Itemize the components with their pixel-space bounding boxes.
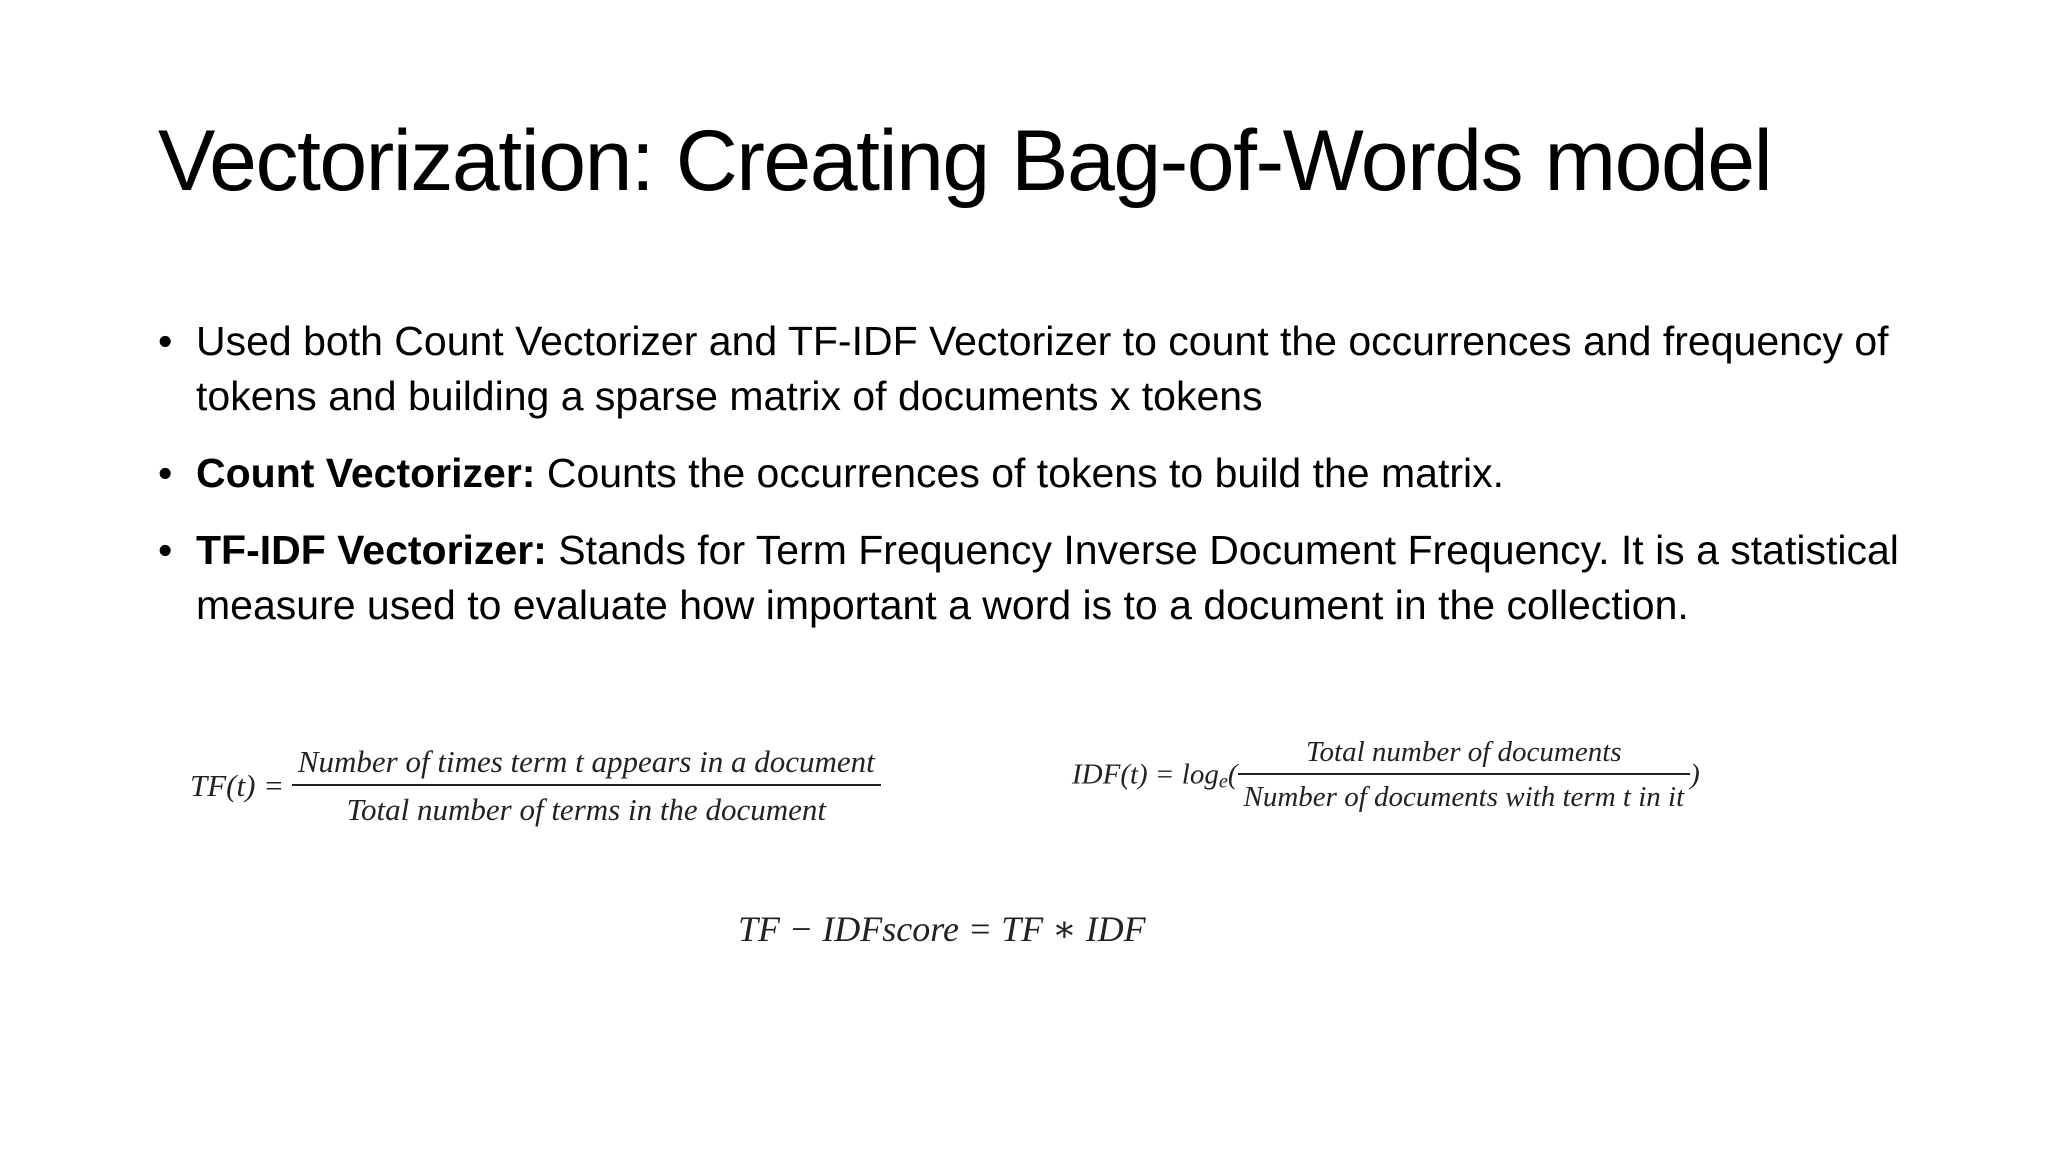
tfidf-formula: TF − IDFscore = TF ∗ IDF xyxy=(738,909,1146,949)
tf-formula xyxy=(190,744,881,828)
bullet-item xyxy=(158,446,1918,501)
idf-numerator: Total number of documents xyxy=(1238,736,1691,775)
idf-close-paren: ) xyxy=(1690,758,1700,791)
idf-open-paren: ( xyxy=(1227,758,1238,791)
tf-numerator: Number of times term t appears in a document xyxy=(292,744,881,786)
bullet-item xyxy=(158,523,1918,633)
bullet-list xyxy=(158,314,1918,655)
bullet-bold-label: Count Vectorizer: xyxy=(196,450,536,496)
idf-log-base: e xyxy=(1218,770,1228,793)
idf-lhs: IDF(t) = log xyxy=(1072,758,1219,791)
bullet-dot-icon: • xyxy=(158,527,173,573)
bullet-item xyxy=(158,314,1918,424)
bullet-dot-icon: • xyxy=(158,318,173,364)
bullet-text: Stands for Term Frequency Inverse Document Frequency. It is a statistical measure used to evaluate how important a word is to a document in the collection. xyxy=(196,527,1899,628)
idf-denominator: Number of documents with term t in it xyxy=(1243,781,1685,813)
bullet-text: Used both Count Vectorizer and TF-IDF Vectorizer to count the occurrences and frequency of tokens and building a sparse matrix of documents x tokens xyxy=(196,318,1889,419)
idf-fraction xyxy=(1238,736,1691,814)
tf-fraction xyxy=(292,744,881,828)
slide-title: Vectorization: Creating Bag-of-Words model xyxy=(158,113,1772,209)
bullet-bold-label: TF-IDF Vectorizer: xyxy=(196,527,547,573)
tf-denominator: Total number of terms in the document xyxy=(346,792,826,827)
tf-lhs: TF(t) = xyxy=(190,768,285,803)
bullet-dot-icon: • xyxy=(158,450,173,496)
bullet-text: Counts the occurrences of tokens to build the matrix. xyxy=(535,450,1504,496)
idf-formula xyxy=(1072,736,1700,814)
